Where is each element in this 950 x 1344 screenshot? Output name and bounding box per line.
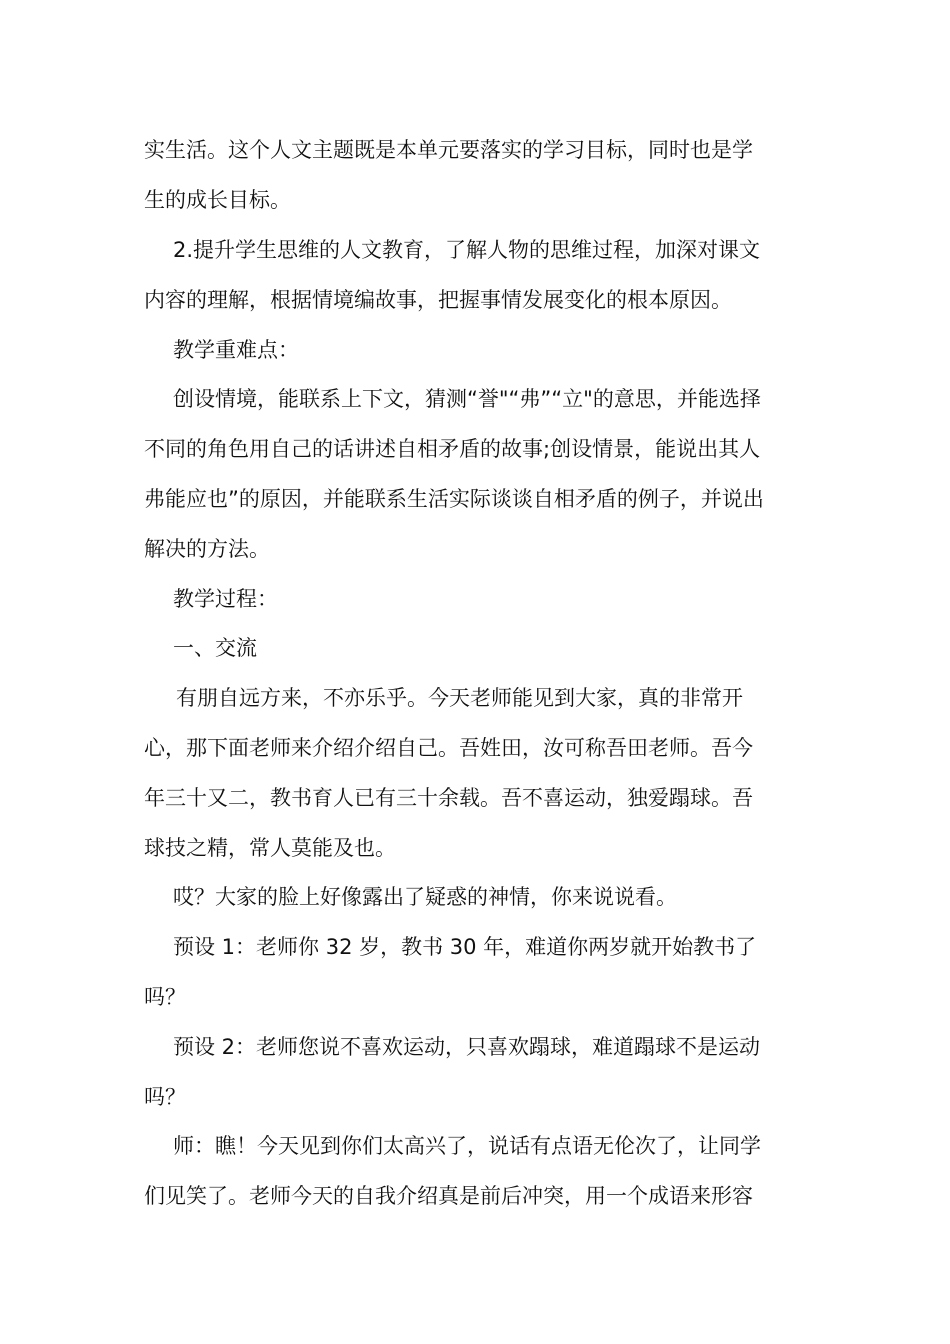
text-line: 生的成长目标。	[144, 188, 291, 212]
text-line: 球技之精，常人莫能及也。	[144, 836, 396, 860]
text-line: 内容的理解，根据情境编故事，把握事情发展变化的根本原因。	[144, 288, 732, 312]
text-line: 解决的方法。	[144, 537, 270, 561]
text-line: 创设情境，能联系上下文，猜测“誉"“弗”“立"的意思，并能选择	[173, 387, 761, 411]
text-line: 预设 1：老师你 32 岁，教书 30 年，难道你两岁就开始教书了	[173, 935, 757, 959]
text-line: 不同的角色用自己的话讲述自相矛盾的故事;创设情景，能说出其人	[144, 437, 761, 461]
text-line: 吗？	[144, 1085, 186, 1109]
text-line: 有朋自远方来，不亦乐乎。今天老师能见到大家，真的非常开	[176, 686, 743, 710]
text-line: 年三十又二，教书育人已有三十余载。吾不喜运动，独爱蹋球。吾	[144, 786, 753, 810]
text-line: 师：瞧！今天见到你们太高兴了，说话有点语无伦次了，让同学	[173, 1134, 761, 1158]
text-line: 哎？大家的脸上好像露出了疑惑的神情，你来说说看。	[173, 885, 677, 909]
text-line: 预设 2：老师您说不喜欢运动，只喜欢蹋球，难道蹋球不是运动	[173, 1035, 761, 1059]
section-heading-exchange: 一、交流	[173, 636, 257, 660]
text-line: 心，那下面老师来介绍介绍自己。吾姓田，汝可称吾田老师。吾今	[144, 736, 753, 760]
text-line: 弗能应也”的原因，并能联系生活实际谈谈自相矛盾的例子，并说出	[144, 487, 764, 511]
text-line: 们见笑了。老师今天的自我介绍真是前后冲突，用一个成语来形容	[144, 1184, 753, 1208]
text-line: 吗？	[144, 985, 186, 1009]
text-line: 实生活。这个人文主题既是本单元要落实的学习目标，同时也是学	[144, 138, 753, 162]
section-heading-process: 教学过程：	[173, 587, 278, 611]
section-heading-key-points: 教学重难点：	[173, 338, 299, 362]
text-line: 2.提升学生思维的人文教育，了解人物的思维过程，加深对课文	[173, 238, 761, 262]
